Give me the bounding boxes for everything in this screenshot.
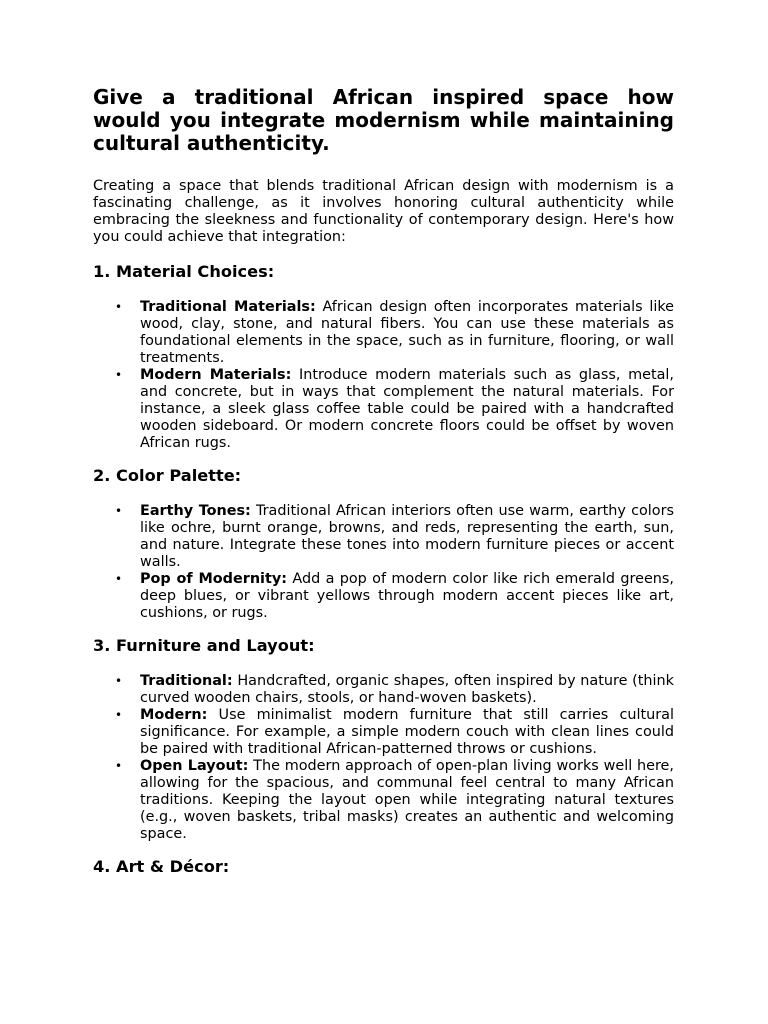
list-item: [93, 758, 674, 843]
document-title: Give a traditional African inspired space how would you integrate modernism while maintaining cultural authenticity.: [93, 85, 674, 155]
document-page: [93, 86, 674, 894]
bullet-list: [93, 673, 674, 843]
list-item: [93, 707, 674, 758]
section-heading: 4. Art & Décor:: [93, 857, 230, 876]
list-item: [93, 299, 674, 367]
item-text: Traditional African interiors often use warm, earthy colors like ochre, burnt orange, browns, and reds, representing the earth, sun, and nature. Integrate these tones into modern furniture pieces or accent walls.: [140, 503, 674, 570]
bullet-icon: •: [115, 300, 123, 314]
bullet-icon: •: [115, 572, 123, 586]
item-text: Use minimalist modern furniture that still carries cultural significance. For example, a simple modern couch with clean lines could be paired with traditional African-patterned throws or cushions.: [140, 707, 674, 757]
bullet-list: [93, 503, 674, 622]
list-item: [93, 503, 674, 571]
item-term: Traditional:: [140, 673, 233, 689]
section-furniture-layout: [93, 636, 674, 843]
bullet-list: [93, 299, 674, 452]
item-term: Open Layout:: [140, 758, 249, 774]
section-color-palette: [93, 466, 674, 622]
item-term: Modern Materials:: [140, 367, 292, 383]
section-material-choices: [93, 262, 674, 452]
list-item: [93, 367, 674, 452]
item-text: The modern approach of open-plan living works well here, allowing for the spacious, and communal feel central to many African traditions. Keeping the layout open while integrating natural textures (e.g., woven baskets, tribal masks) creates an authentic and welcoming space.: [140, 758, 674, 842]
item-term: Modern:: [140, 707, 208, 723]
section-heading: 2. Color Palette:: [93, 466, 242, 485]
bullet-icon: •: [115, 674, 123, 688]
item-term: Traditional Materials:: [140, 299, 316, 315]
bullet-icon: •: [115, 759, 123, 773]
bullet-icon: •: [115, 708, 123, 722]
item-text: Introduce modern materials such as glass, metal, and concrete, but in ways that complement the natural materials. For instance, a sleek glass coffee table could be paired with a handcrafted wooden sideboard. Or modern concrete floors could be offset by woven African rugs.: [140, 367, 674, 451]
bullet-icon: •: [115, 368, 123, 382]
section-art-decor: [93, 857, 674, 877]
list-item: [93, 673, 674, 707]
item-text: Add a pop of modern color like rich emerald greens, deep blues, or vibrant yellows through modern accent pieces like art, cushions, or rugs.: [140, 571, 674, 621]
item-term: Earthy Tones:: [140, 503, 251, 519]
intro-paragraph: Creating a space that blends traditional African design with modernism is a fascinating challenge, as it involves honoring cultural authenticity while embracing the sleekness and functionality of contemporary design. Here's how you could achieve that integration:: [93, 178, 674, 245]
item-term: Pop of Modernity:: [140, 571, 288, 587]
bullet-icon: •: [115, 504, 123, 518]
list-item: [93, 571, 674, 622]
section-heading: 1. Material Choices:: [93, 262, 275, 281]
section-heading: 3. Furniture and Layout:: [93, 636, 315, 655]
item-text: Handcrafted, organic shapes, often inspired by nature (think curved wooden chairs, stools, or hand-woven baskets).: [140, 673, 674, 706]
item-text: African design often incorporates materials like wood, clay, stone, and natural fibers. You can use these materials as foundational elements in the space, such as in furniture, flooring, or wall treatments.: [140, 299, 674, 366]
